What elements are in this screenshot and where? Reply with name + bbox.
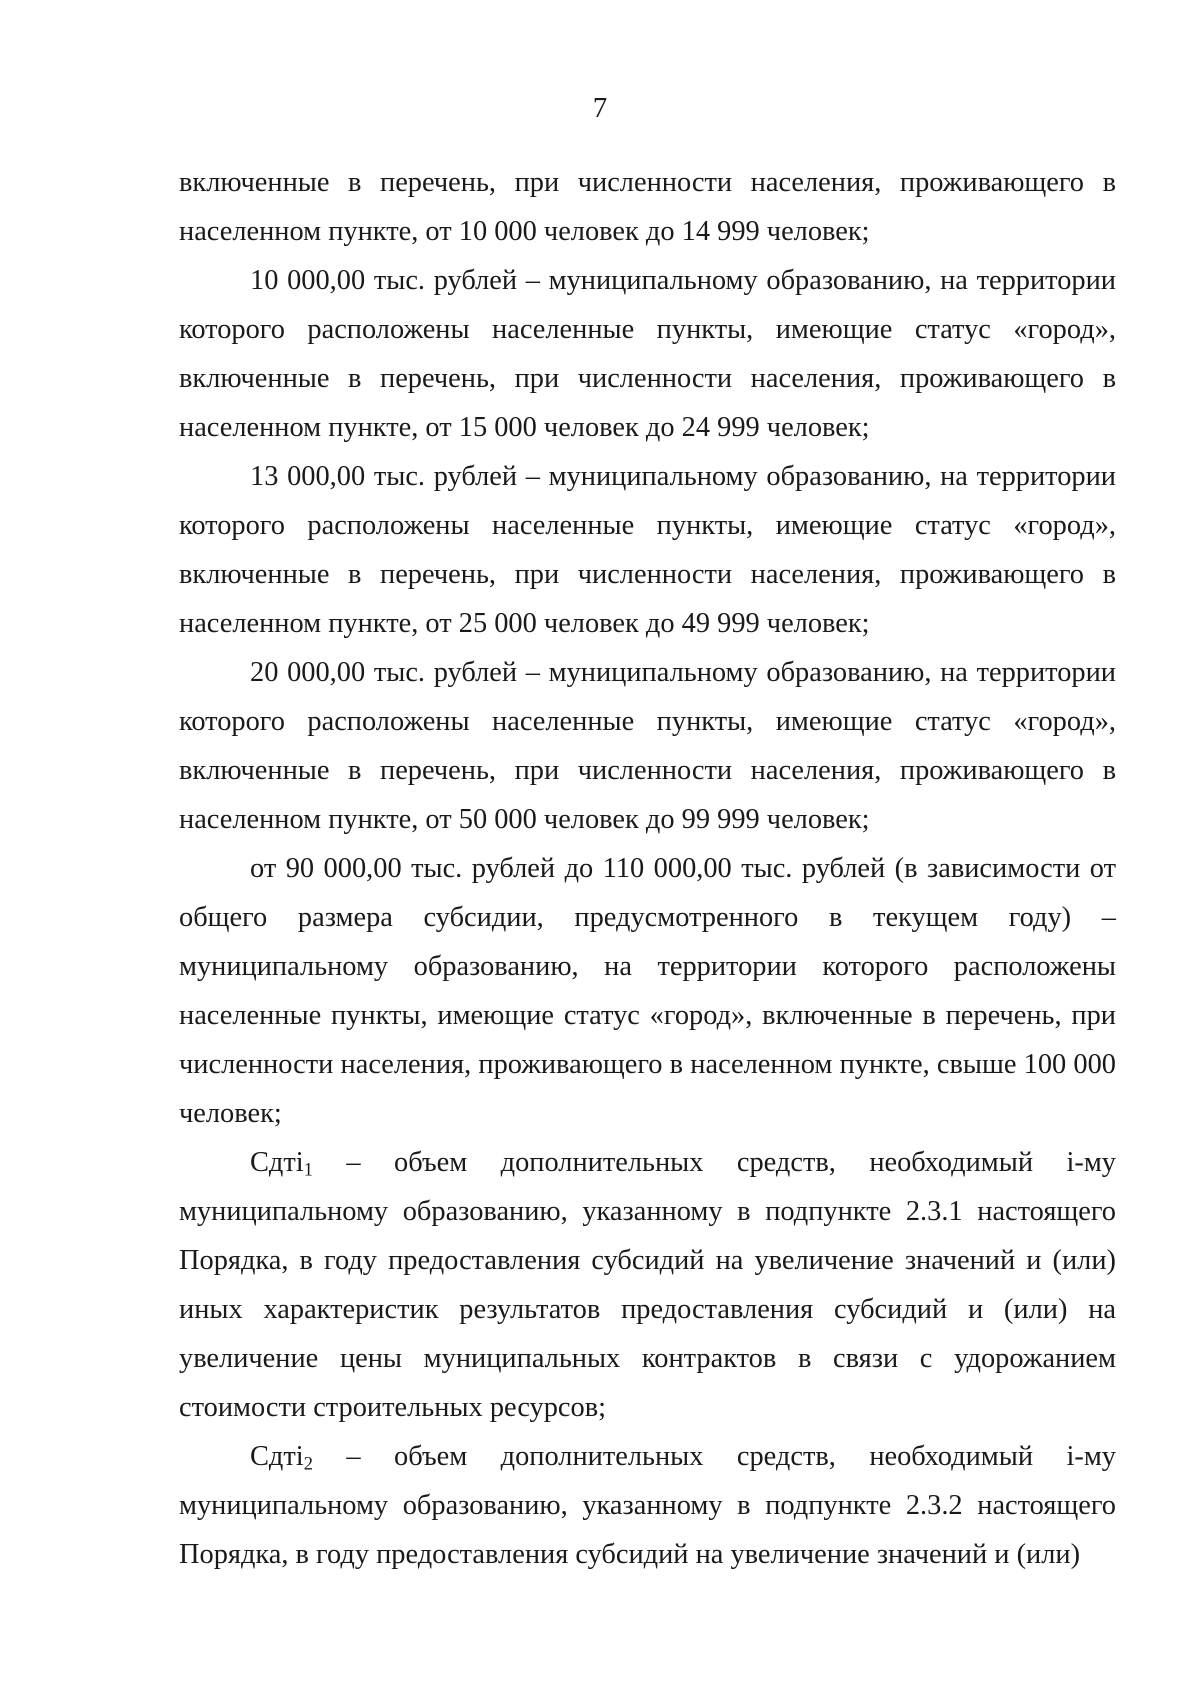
paragraph-continuation: включенные в перечень, при численности населения, проживающего в населенном пункте, от 10 000 человек до 14 999 человек; [179,167,1116,247]
paragraph-sdti2 [179,1432,1116,1579]
paragraph-20000: 20 000,00 тыс. рублей – муниципальному образованию, на территории которого расположены населенные пункты, имеющие статус «город», включенные в перечень, при численности населения, проживающего в населенном пункте, от 50 000 человек до 99 999 человек; [179,657,1116,835]
document-body [179,158,1116,1579]
formula-symbol: Сдтi [250,1147,304,1178]
paragraph-13000: 13 000,00 тыс. рублей – муниципальному образованию, на территории которого расположены населенные пункты, имеющие статус «город», включенные в перечень, при численности населения, проживающего в населенном пункте, от 25 000 человек до 49 999 человек; [179,461,1116,639]
paragraph-sdti1 [179,1138,1116,1432]
page-number: 7 [592,92,608,124]
paragraph-text: – объем дополнительных средств, необходимый i-му муниципальному образованию, указанному в подпункте 2.3.2 настоящего Порядка, в году предоставления субсидий на увеличение значений и (или) [179,1441,1116,1570]
paragraph-10000: 10 000,00 тыс. рублей – муниципальному образованию, на территории которого расположены населенные пункты, имеющие статус «город», включенные в перечень, при численности населения, проживающего в населенном пункте, от 15 000 человек до 24 999 человек; [179,265,1116,443]
paragraph-text: – объем дополнительных средств, необходимый i-му муниципальному образованию, указанному в подпункте 2.3.1 настоящего Порядка, в году предоставления субсидий на увеличение значений и (или) иных характеристик результатов предоставления субсидий и (или) на увеличение цены муниципальных контрактов в связи с удорожанием стоимости строительных ресурсов; [179,1147,1116,1423]
formula-symbol: Сдтi [250,1441,304,1472]
formula-subscript: 1 [303,1159,313,1180]
formula-subscript: 2 [303,1453,313,1474]
paragraph-90000-110000: от 90 000,00 тыс. рублей до 110 000,00 тыс. рублей (в зависимости от общего размера субсидии, предусмотренного в текущем году) – муниципальному образованию, на территории которого расположены населенные пункты, имеющие статус «город», включенные в перечень, при численности населения, проживающего в населенном пункте, свыше 100 000 человек; [179,853,1116,1129]
